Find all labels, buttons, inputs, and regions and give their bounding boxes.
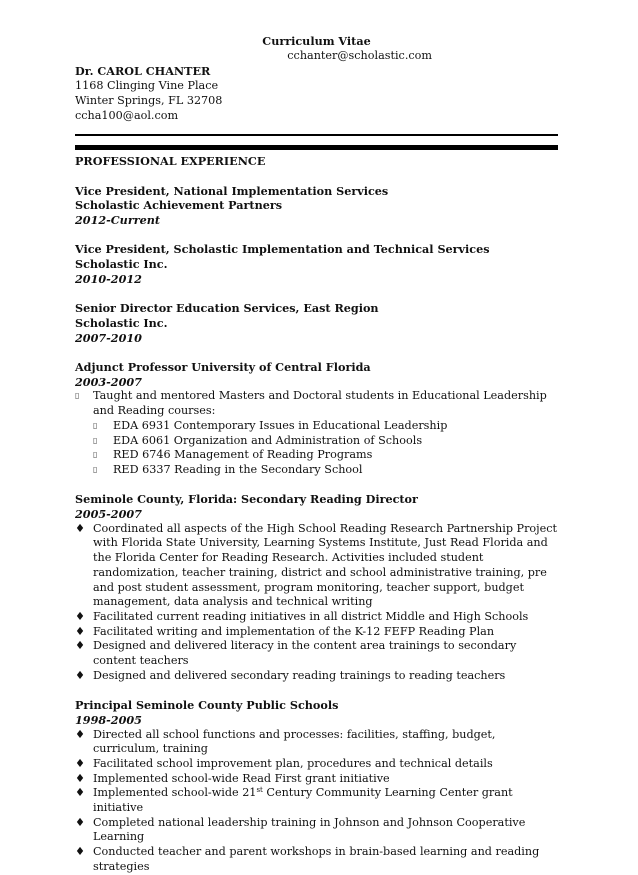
list-item: ♦ Directed all school functions and processes: facilities, staffing, budget, curriculum, training [75, 727, 496, 756]
job-title: Senior Director Education Services, East Region [75, 301, 379, 316]
document-title: Curriculum Vitae [262, 34, 371, 48]
diamond-bullet-icon: ♦ [75, 786, 86, 800]
list-item: ♦ Facilitated school improvement plan, procedures and technical details [75, 756, 493, 770]
job-title: Vice President, Scholastic Implementation and Technical Services [75, 242, 490, 257]
diamond-bullet-icon: ♦ [75, 771, 86, 785]
list-item: ▯ Taught and mentored Masters and Doctoral students in Educational Leadership and Reading courses: [75, 389, 547, 418]
diamond-bullet-icon: ♦ [75, 624, 86, 638]
job-entry-seminole [75, 492, 558, 683]
list-item: ▯ EDA 6931 Contemporary Issues in Educational Leadership [93, 418, 448, 432]
list-item: ♦ Designed and delivered literacy in the content area trainings to secondary content teachers [75, 639, 517, 668]
job-dates: 1998-2005 [75, 712, 142, 727]
list-item: ♦ Coordinated all aspects of the High School Reading Research Partnership Project with Florida State University, Learning Systems Institute, Just Read Florida and the Florida Center for Reading Research. Activities included student randomization, teacher training, district and school administrative training, pre and post student assessment, program monitoring, teacher support, budget management, data analysis and technical writing [75, 521, 558, 609]
diamond-bullet-icon: ♦ [75, 756, 86, 770]
list-item: ▯ RED 6337 Reading in the Secondary School [93, 462, 363, 476]
list-item: ♦ Completed national leadership training in Johnson and Johnson Cooperative Learning [75, 815, 526, 844]
header-email: cchanter@scholastic.com [287, 48, 432, 62]
square-bullet-icon: ▯ [75, 391, 80, 401]
diamond-bullet-icon: ♦ [75, 845, 86, 859]
job-dates: 2012-Current [75, 213, 161, 228]
job-org: Scholastic Achievement Partners [75, 198, 283, 213]
job-dates: 2005-2007 [75, 507, 142, 522]
job-entry-ucf [75, 360, 558, 478]
cv-page [75, 34, 558, 875]
job-entry [75, 184, 558, 228]
diamond-bullet-icon: ♦ [75, 815, 86, 829]
address-line-1: 1168 Clinging Vine Place [75, 79, 219, 93]
list-item: ▯ RED 6746 Management of Reading Programs [93, 448, 373, 462]
job-dates: 2003-2007 [75, 374, 142, 389]
job-title: Vice President, National Implementation Services [75, 183, 389, 198]
job-title: Principal Seminole County Public Schools [75, 698, 339, 713]
job-entry [75, 242, 558, 286]
job-title: Seminole County, Florida: Secondary Reading Director [75, 492, 418, 507]
job-dates: 2010-2012 [75, 271, 142, 286]
square-bullet-icon: ▯ [93, 450, 98, 460]
diamond-bullet-icon: ♦ [75, 668, 86, 682]
list-item: ▯ EDA 6061 Organization and Administration of Schools [93, 433, 423, 447]
job-org: Scholastic Inc. [75, 257, 168, 272]
job-org: Scholastic Inc. [75, 315, 168, 330]
job-dates: 2007-2010 [75, 330, 142, 345]
square-bullet-icon: ▯ [93, 435, 98, 445]
personal-email: ccha100@aol.com [75, 108, 179, 122]
diamond-bullet-icon: ♦ [75, 639, 86, 653]
square-bullet-icon: ▯ [93, 420, 98, 430]
square-bullet-icon: ▯ [93, 464, 98, 474]
candidate-name: Dr. CAROL CHANTER [75, 64, 211, 79]
job-title: Adjunct Professor University of Central Florida [75, 360, 371, 374]
list-item: ♦ Implemented school-wide Read First grant initiative [75, 771, 390, 785]
list-item: ♦ Implemented school-wide 21st Century Community Learning Center grant initiative [75, 786, 513, 815]
job-entry-principal [75, 698, 558, 874]
diamond-bullet-icon: ♦ [75, 727, 86, 741]
list-item: ♦ Facilitated current reading initiatives in all district Middle and High Schools [75, 609, 529, 623]
list-item: ♦ Designed and delivered secondary reading trainings to reading teachers [75, 668, 506, 682]
address-line-2: Winter Springs, FL 32708 [75, 93, 223, 107]
diamond-bullet-icon: ♦ [75, 609, 86, 623]
job-entry [75, 301, 558, 345]
list-item: ♦ Conducted teacher and parent workshops in brain-based learning and reading strategies [75, 845, 540, 873]
section-title: PROFESSIONAL EXPERIENCE [75, 154, 266, 169]
diamond-bullet-icon: ♦ [75, 521, 86, 535]
list-item: ♦ Facilitated writing and implementation of the K-12 FEFP Reading Plan [75, 624, 495, 638]
